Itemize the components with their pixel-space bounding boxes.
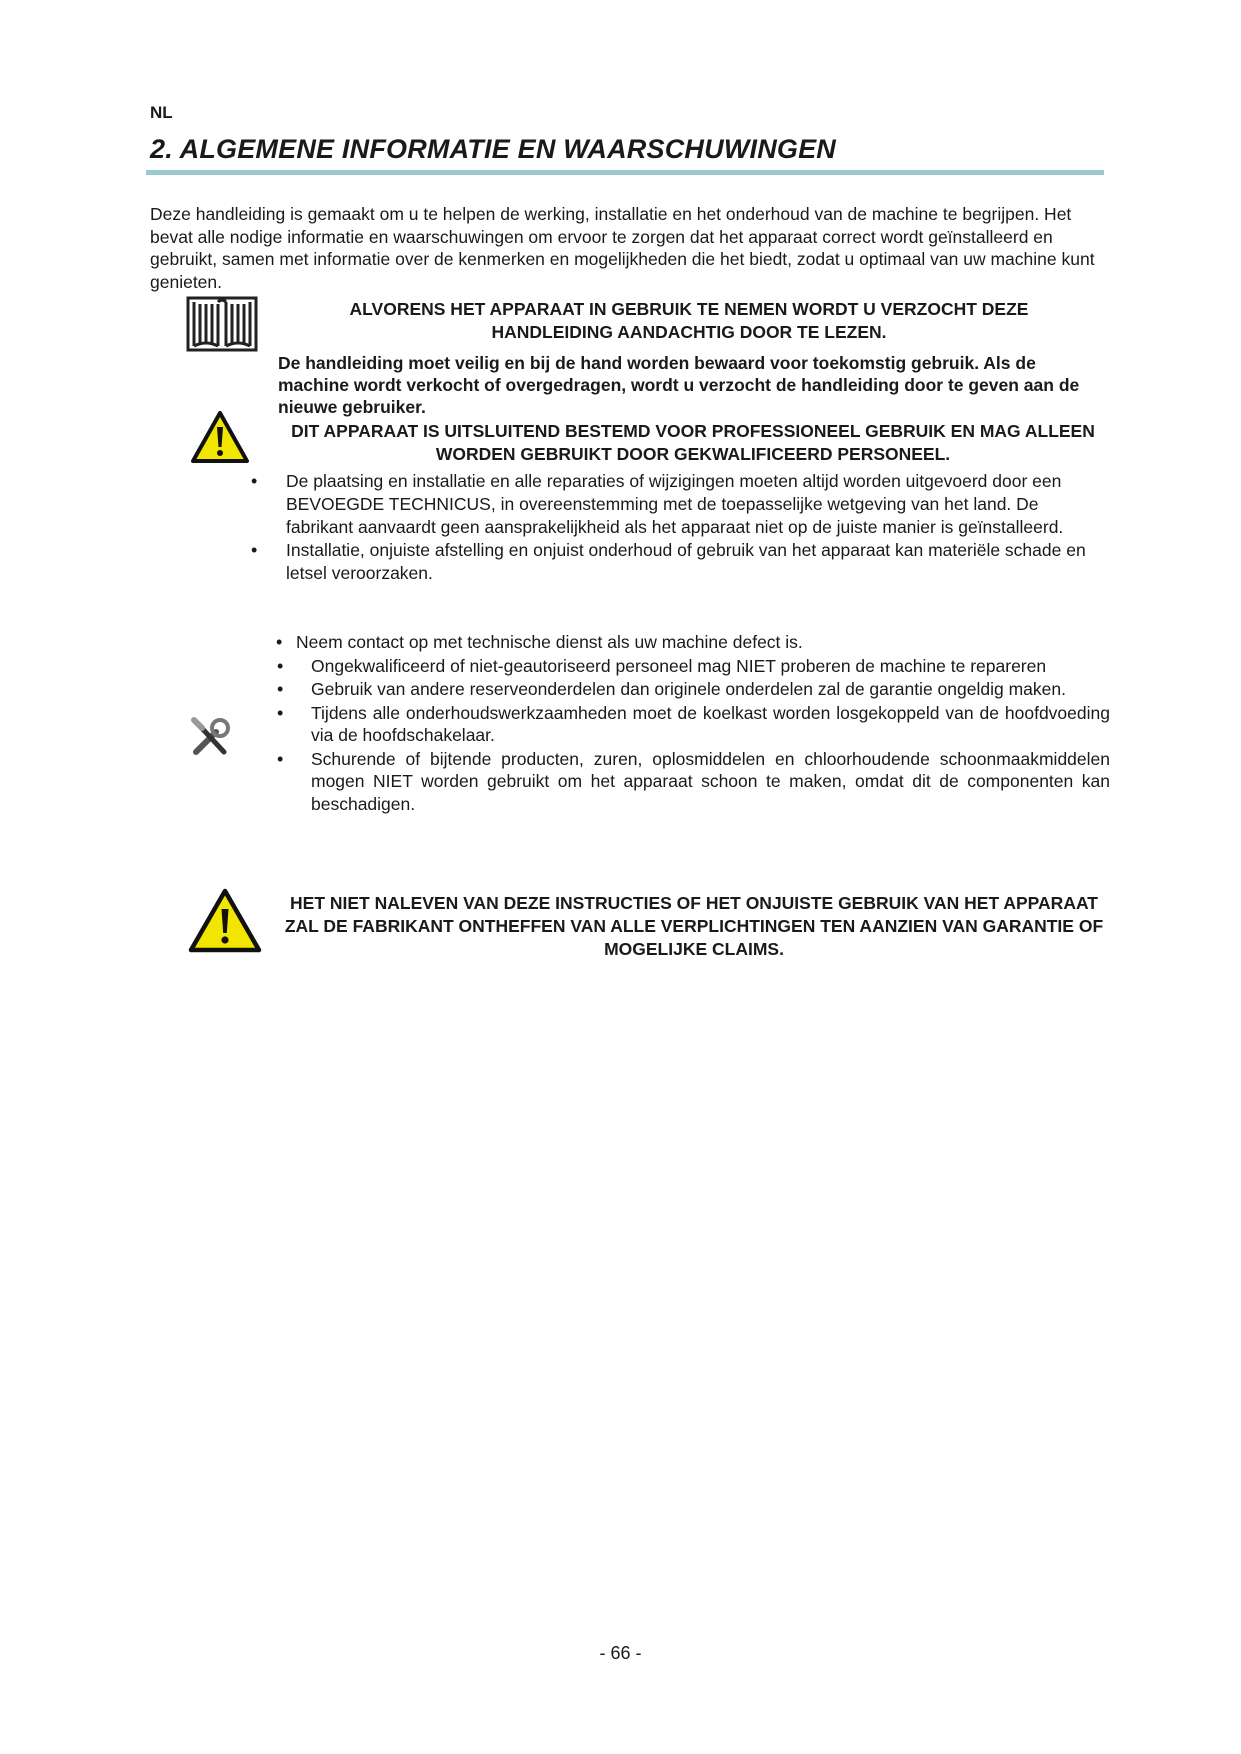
- tools-icon: [188, 716, 232, 760]
- warning-icon: [188, 888, 262, 954]
- read-manual-notice: ALVORENS HET APPARAAT IN GEBRUIK TE NEMEN WORDT U VERZOCHT DEZE HANDLEIDING AANDACHTIG DOOR TE LEZEN.: [349, 299, 1029, 342]
- list-item: • Ongekwalificeerd of niet-geautoriseerd personeel mag NIET proberen de machine te repareren: [277, 655, 1047, 676]
- final-warning: HET NIET NALEVEN VAN DEZE INSTRUCTIES OF HET ONJUISTE GEBRUIK VAN HET APPARAAT ZAL DE FABRIKANT ONTHEFFEN VAN ALLE VERPLICHTINGEN TEN AANZIEN VAN GARANTIE OF MOGELIJKE CLAIMS.: [284, 893, 1104, 959]
- section-title: 2. ALGEMENE INFORMATIE EN WAARSCHUWINGEN: [150, 134, 837, 164]
- title-divider: [146, 170, 1104, 175]
- page-number: - 66 -: [599, 1643, 642, 1663]
- keep-manual-notice: De handleiding moet veilig en bij de hand worden bewaard voor toekomstig gebruik. Als de machine wordt verkocht of overgedragen, wordt u verzocht de handleiding door te geven aan de nieuwe gebruiker.: [278, 353, 1080, 417]
- warning-icon: [190, 410, 250, 464]
- language-code: NL: [150, 103, 173, 122]
- maintenance-list: [276, 631, 1110, 816]
- list-item: • Neem contact op met technische dienst als uw machine defect is.: [276, 632, 803, 652]
- professional-use-warning: DIT APPARAAT IS UITSLUITEND BESTEMD VOOR PROFESSIONEEL GEBRUIK EN MAG ALLEEN WORDEN GEBRUIKT DOOR GEKWALIFICEERD PERSONEEL.: [291, 421, 1095, 464]
- list-item: • De plaatsing en installatie en alle reparaties of wijzigingen moeten altijd worden uitgevoerd door een BEVOEGDE TECHNICUS, in overeenstemming met de toepasselijke wetgeving van het land. De fabrikant aanvaardt geen aansprakelijkheid als het apparaat niet op de juiste manier is geïnstalleerd.: [251, 471, 1064, 537]
- list-item: • Installatie, onjuiste afstelling en onjuist onderhoud of gebruik van het apparaat kan materiële schade en letsel veroorzaken.: [251, 540, 1086, 583]
- intro-paragraph: Deze handleiding is gemaakt om u te helpen de werking, installatie en het onderhoud van de machine te begrijpen. Het bevat alle nodige informatie en waarschuwingen om ervoor te zorgen dat het apparaat correct wordt geïnstalleerd en gebruikt, samen met informatie over de kenmerken en mogelijkheden die het biedt, zodat u optimaal van uw machine kunt genieten.: [150, 204, 1095, 292]
- list-item: • Tijdens alle onderhoudswerkzaamheden moet de koelkast worden losgekoppeld van de hoofdvoeding via de hoofdschakelaar.: [277, 702, 1110, 745]
- list-item: • Schurende of bijtende producten, zuren, oplosmiddelen en chloorhoudende schoonmaakmiddelen mogen NIET worden gebruikt om het apparaat schoon te maken, omdat dit de componenten kan beschadigen.: [277, 748, 1110, 814]
- list-item: • Gebruik van andere reserveonderdelen dan originele onderdelen zal de garantie ongeldig maken.: [277, 679, 1066, 699]
- installation-list: [251, 470, 1106, 585]
- book-icon: [186, 296, 258, 352]
